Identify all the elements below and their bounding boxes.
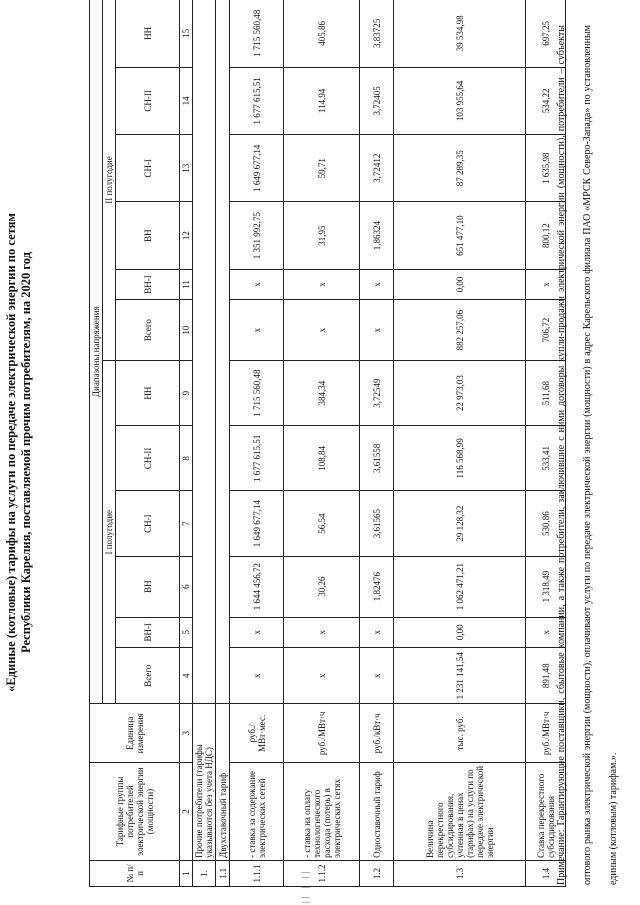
- header-nn-2: НН: [116, 0, 180, 67]
- row-value: 1 715 560,48: [230, 361, 284, 426]
- row-value: 1 062 471,21: [394, 556, 526, 617]
- colnum-cell: 11: [180, 269, 193, 299]
- row-value: 1 231 141,54: [394, 647, 526, 704]
- section-num: 1.1: [216, 860, 230, 886]
- row-unit: руб./МВт·ч: [526, 704, 566, 763]
- colnum-cell: 12: [180, 202, 193, 269]
- row-value: 29 128,32: [394, 491, 526, 556]
- colnum-cell: 9: [180, 361, 193, 426]
- row-value: 59,71: [284, 135, 360, 202]
- row-value: 3,72549: [360, 361, 394, 426]
- colnum-cell: 7: [180, 491, 193, 556]
- row-value: 56,54: [284, 491, 360, 556]
- row-value: x: [284, 269, 360, 299]
- header-sn1-2: СН-I: [116, 135, 180, 202]
- row-value: 651 477,10: [394, 202, 526, 269]
- row-value: x: [360, 269, 394, 299]
- header-vn-2: ВН: [116, 202, 180, 269]
- header-voltage-ranges: Диапазоны напряжения: [90, 0, 103, 704]
- table-row: [284, 0, 360, 887]
- header-total-1: Всего: [116, 647, 180, 704]
- table-row: [394, 0, 526, 887]
- colnum-cell: 8: [180, 426, 193, 491]
- row-value: 533,41: [526, 426, 566, 491]
- section-num: 1.: [193, 860, 216, 886]
- header-unit: Единица измерения: [90, 704, 180, 763]
- row-label: Одноставочный тариф: [360, 763, 394, 861]
- header-vn1-1: ВН-I: [116, 617, 180, 647]
- row-unit: руб./МВт·мес.: [230, 704, 284, 763]
- row-num: 1.3: [394, 860, 526, 886]
- title-line-2: Республики Карелия, поставляемой прочим потребителям, на 2020 год: [19, 252, 33, 653]
- row-value: 1 715 560,48: [230, 0, 284, 67]
- colnum-cell: 14: [180, 67, 193, 134]
- row-value: 530,86: [526, 491, 566, 556]
- row-label: Величина перекрестного субсидирования, учтенная в ценах (тарифах) на услуги по передаче электрической энергии: [394, 763, 526, 861]
- row-value: 31,95: [284, 202, 360, 269]
- row-label: - ставка за содержание электрических сетей: [230, 763, 284, 861]
- row-value: x: [360, 617, 394, 647]
- row-value: 108,84: [284, 426, 360, 491]
- section-row: [216, 0, 230, 887]
- header-total-2: Всего: [116, 300, 180, 361]
- row-label: Ставка перекрестного субсидирования: [526, 763, 566, 861]
- footnote: Примечание: Гарантирующие поставщики, сбытовые компании, а также потребители, заключившие с ними договоры купли-продажи электрической энергии (мощности), потребители – субъекты оптового рынка электрической энергии (мощности), оплачивают услуги по передаче электрической энергии (мощности) в адрес Карельского филиала ПАО «МРСК Северо-Запада» по установленным единым (котловым) тарифам.».: [556, 25, 619, 885]
- row-value: 3,83725: [360, 0, 394, 67]
- table-row: [360, 0, 394, 887]
- table-row: [230, 0, 284, 887]
- row-value: 0,00: [394, 617, 526, 647]
- row-num: 1.1.2: [284, 860, 360, 886]
- row-value: 1 318,49: [526, 556, 566, 617]
- row-value: 1 351 992,75: [230, 202, 284, 269]
- row-value: 30,26: [284, 556, 360, 617]
- header-num: № п/п: [90, 860, 180, 886]
- row-value: 3,61558: [360, 426, 394, 491]
- row-num: 1.1.1: [230, 860, 284, 886]
- colnum-cell: 15: [180, 0, 193, 67]
- colnum-cell: 1: [180, 860, 193, 886]
- header-nn-1: НН: [116, 361, 180, 426]
- row-value: 697,25: [526, 0, 566, 67]
- row-value: 0,00: [394, 269, 526, 299]
- colnum-cell: 5: [180, 617, 193, 647]
- header-sn2-2: СН-II: [116, 67, 180, 134]
- row-value: 511,68: [526, 361, 566, 426]
- row-value: x: [526, 617, 566, 647]
- header-vn1-2: ВН-I: [116, 269, 180, 299]
- row-label: - ставка на оплату технологического расхода (потерь) в электрических сетях: [284, 763, 360, 861]
- section-label: Прочие потребители (тарифы указываются без учета НДС): [193, 704, 216, 860]
- row-unit: тыс. руб.: [394, 704, 526, 763]
- section-label: Двухставочный тариф: [216, 704, 230, 860]
- row-unit: руб./МВт·ч: [284, 704, 360, 763]
- row-value: 1,82476: [360, 556, 394, 617]
- row-value: 1 649 677,14: [230, 491, 284, 556]
- header-group: Тарифные группы потребителей электрической энергии (мощности): [90, 763, 180, 861]
- header-sn1-1: СН-I: [116, 491, 180, 556]
- row-value: 384,34: [284, 361, 360, 426]
- row-unit: руб./кВт·ч: [360, 704, 394, 763]
- row-value: x: [230, 617, 284, 647]
- row-value: 39 534,98: [394, 0, 526, 67]
- colnum-cell: 13: [180, 135, 193, 202]
- row-value: 882 257,06: [394, 300, 526, 361]
- row-value: 1 649 677,14: [230, 135, 284, 202]
- colnum-cell: 2: [180, 763, 193, 861]
- document-title: [4, 0, 34, 905]
- row-value: x: [230, 300, 284, 361]
- row-value: 891,48: [526, 647, 566, 704]
- row-value: 1 677 615,51: [230, 426, 284, 491]
- row-value: 3,72405: [360, 67, 394, 134]
- row-value: 114,94: [284, 67, 360, 134]
- row-value: x: [360, 300, 394, 361]
- colnum-cell: 6: [180, 556, 193, 617]
- row-value: 1 644 456,72: [230, 556, 284, 617]
- row-value: x: [526, 269, 566, 299]
- colnum-cell: 4: [180, 647, 193, 704]
- row-value: 103 955,64: [394, 67, 526, 134]
- row-value: 405,86: [284, 0, 360, 67]
- colnum-cell: 3: [180, 704, 193, 763]
- row-value: 1 635,98: [526, 135, 566, 202]
- row-value: x: [230, 269, 284, 299]
- row-value: 3,61565: [360, 491, 394, 556]
- section-row: [193, 0, 216, 887]
- header-half-1: I полугодие: [103, 361, 116, 704]
- row-value: 116 568,99: [394, 426, 526, 491]
- header-vn-1: ВН: [116, 556, 180, 617]
- row-value: 800,12: [526, 202, 566, 269]
- row-value: x: [284, 617, 360, 647]
- row-value: x: [284, 300, 360, 361]
- row-value: 1,86324: [360, 202, 394, 269]
- margin-marks: || | ||: [300, 868, 310, 903]
- row-value: 1 677 615,51: [230, 67, 284, 134]
- row-value: x: [284, 647, 360, 704]
- title-line-1: «Единые (котловые) тарифы на услуги по передаче электрической энергии по сетям: [4, 213, 18, 692]
- row-value: 87 289,35: [394, 135, 526, 202]
- row-value: 22 973,03: [394, 361, 526, 426]
- row-value: 534,22: [526, 67, 566, 134]
- row-value: x: [230, 647, 284, 704]
- header-sn2-1: СН-II: [116, 426, 180, 491]
- row-value: 3,72412: [360, 135, 394, 202]
- tariff-table: [89, 0, 566, 887]
- row-num: 1.4: [526, 860, 566, 886]
- header-half-2: II полугодие: [103, 0, 116, 361]
- column-number-row: [180, 0, 193, 887]
- row-num: 1.2: [360, 860, 394, 886]
- colnum-cell: 10: [180, 300, 193, 361]
- row-value: x: [360, 647, 394, 704]
- row-value: 706,72: [526, 300, 566, 361]
